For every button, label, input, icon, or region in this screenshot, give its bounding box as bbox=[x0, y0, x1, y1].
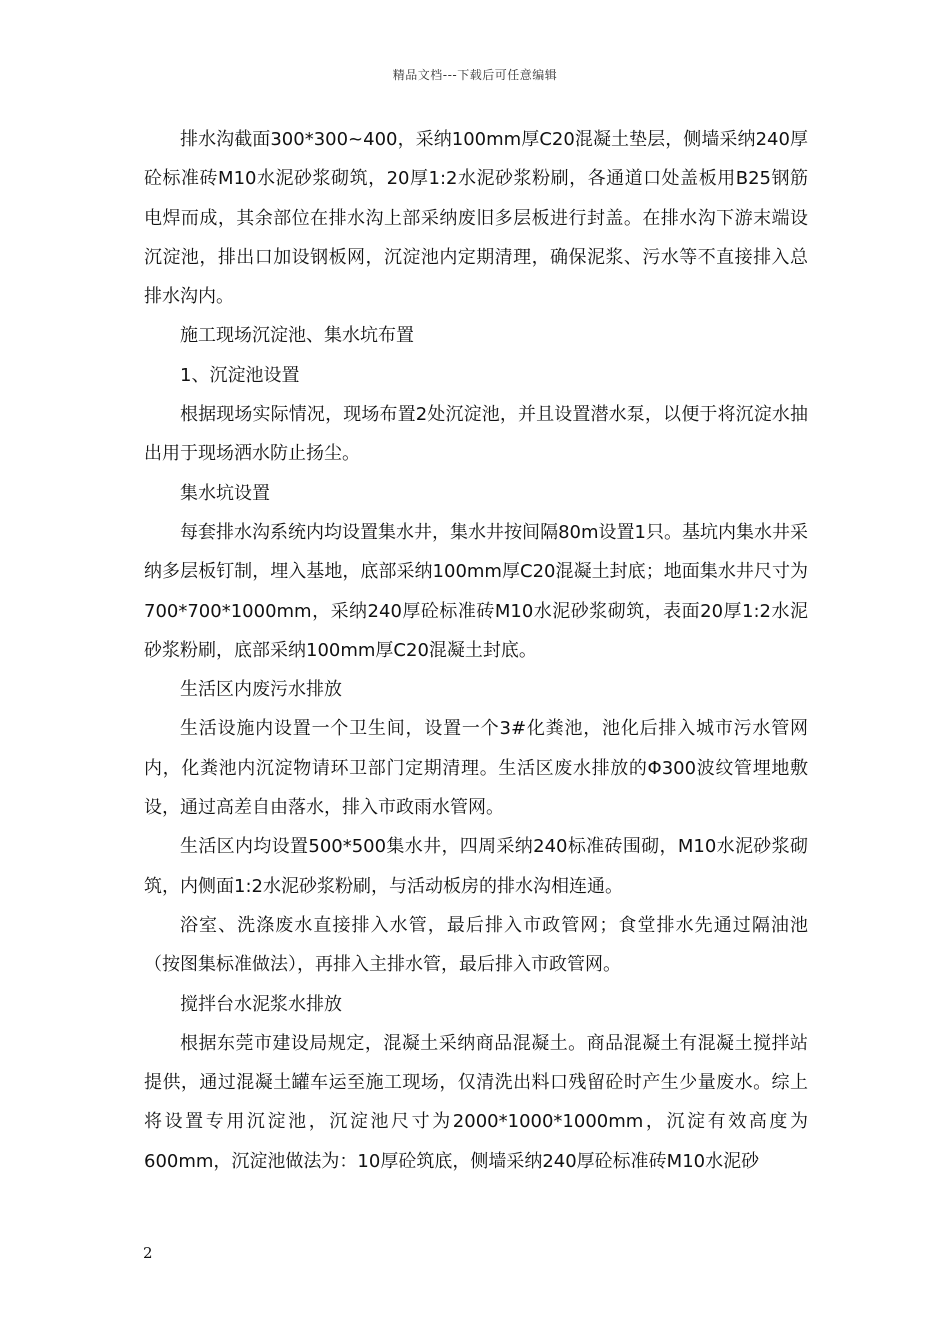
paragraph-sump-pit: 每套排水沟系统内均设置集水井，集水井按间隔80m设置1只。基坑内集水井采纳多层板钉制，埋入基地，底部采纳100mm厚C20混凝土封底；地面集水井尺寸为700*700*1000mm，采纳240厚砼标准砖M10水泥砂浆砌筑，表面20厚1:2水泥砂浆粉刷，底部采纳100mm厚C20混凝土封底。 bbox=[144, 521, 808, 661]
paragraph-living-area-sump: 生活区内均设置500*500集水井，四周采纳240标准砖围砌，M10水泥砂浆砌筑，内侧面1:2水泥砂浆粉刷，与活动板房的排水沟相连通。 bbox=[144, 836, 808, 897]
heading-sedimentation-layout: 施工现场沉淀池、集水坑布置 bbox=[180, 325, 414, 347]
heading-living-area-wastewater: 生活区内废污水排放 bbox=[180, 679, 342, 701]
page-number: 2 bbox=[143, 1244, 153, 1262]
heading-mixing-station-slurry: 搅拌台水泥浆水排放 bbox=[180, 993, 342, 1015]
document-body bbox=[144, 120, 808, 1181]
page-header: 精品文档---下载后可任意编辑 bbox=[392, 68, 558, 82]
heading-sedimentation-tank: 1、沉淀池设置 bbox=[180, 364, 300, 386]
paragraph-bath-kitchen-drainage: 浴室、洗涤废水直接排入水管，最后排入市政管网；食堂排水先通过隔油池（按图集标准做法），再排入主排水管，最后排入市政管网。 bbox=[144, 914, 808, 976]
paragraph-drainage-ditch: 排水沟截面300*300~400，采纳100mm厚C20混凝土垫层，侧墙采纳240厚砼标准砖M10水泥砂浆砌筑，20厚1:2水泥砂浆粉刷，各通道口处盖板用B25钢筋电焊而成，其余部位在排水沟上部采纳废旧多层板进行封盖。在排水沟下游末端设沉淀池，排出口加设钢板网，沉淀池内定期清理，确保泥浆、污水等不直接排入总排水沟内。 bbox=[144, 129, 808, 308]
paragraph-living-facilities: 生活设施内设置一个卫生间，设置一个3#化粪池，池化后排入城市污水管网内，化粪池内沉淀物请环卫部门定期清理。生活区废水排放的Φ300波纹管埋地敷设，通过高差自由落水，排入市政雨水管网。 bbox=[144, 718, 808, 819]
paragraph-sedimentation-tank: 根据现场实际情况，现场布置2处沉淀池，并且设置潜水泵，以便于将沉淀水抽出用于现场洒水防止扬尘。 bbox=[144, 404, 808, 465]
heading-sump-pit: 集水坑设置 bbox=[180, 482, 270, 504]
paragraph-mixing-station: 根据东莞市建设局规定，混凝土采纳商品混凝土。商品混凝土有混凝土搅拌站提供，通过混凝土罐车运至施工现场，仅清洗出料口残留砼时产生少量废水。综上将设置专用沉淀池，沉淀池尺寸为2000*1000*1000mm，沉淀有效高度为600mm，沉淀池做法为：10厚砼筑底，侧墙采纳240厚砼标准砖M10水泥砂 bbox=[144, 1032, 808, 1172]
